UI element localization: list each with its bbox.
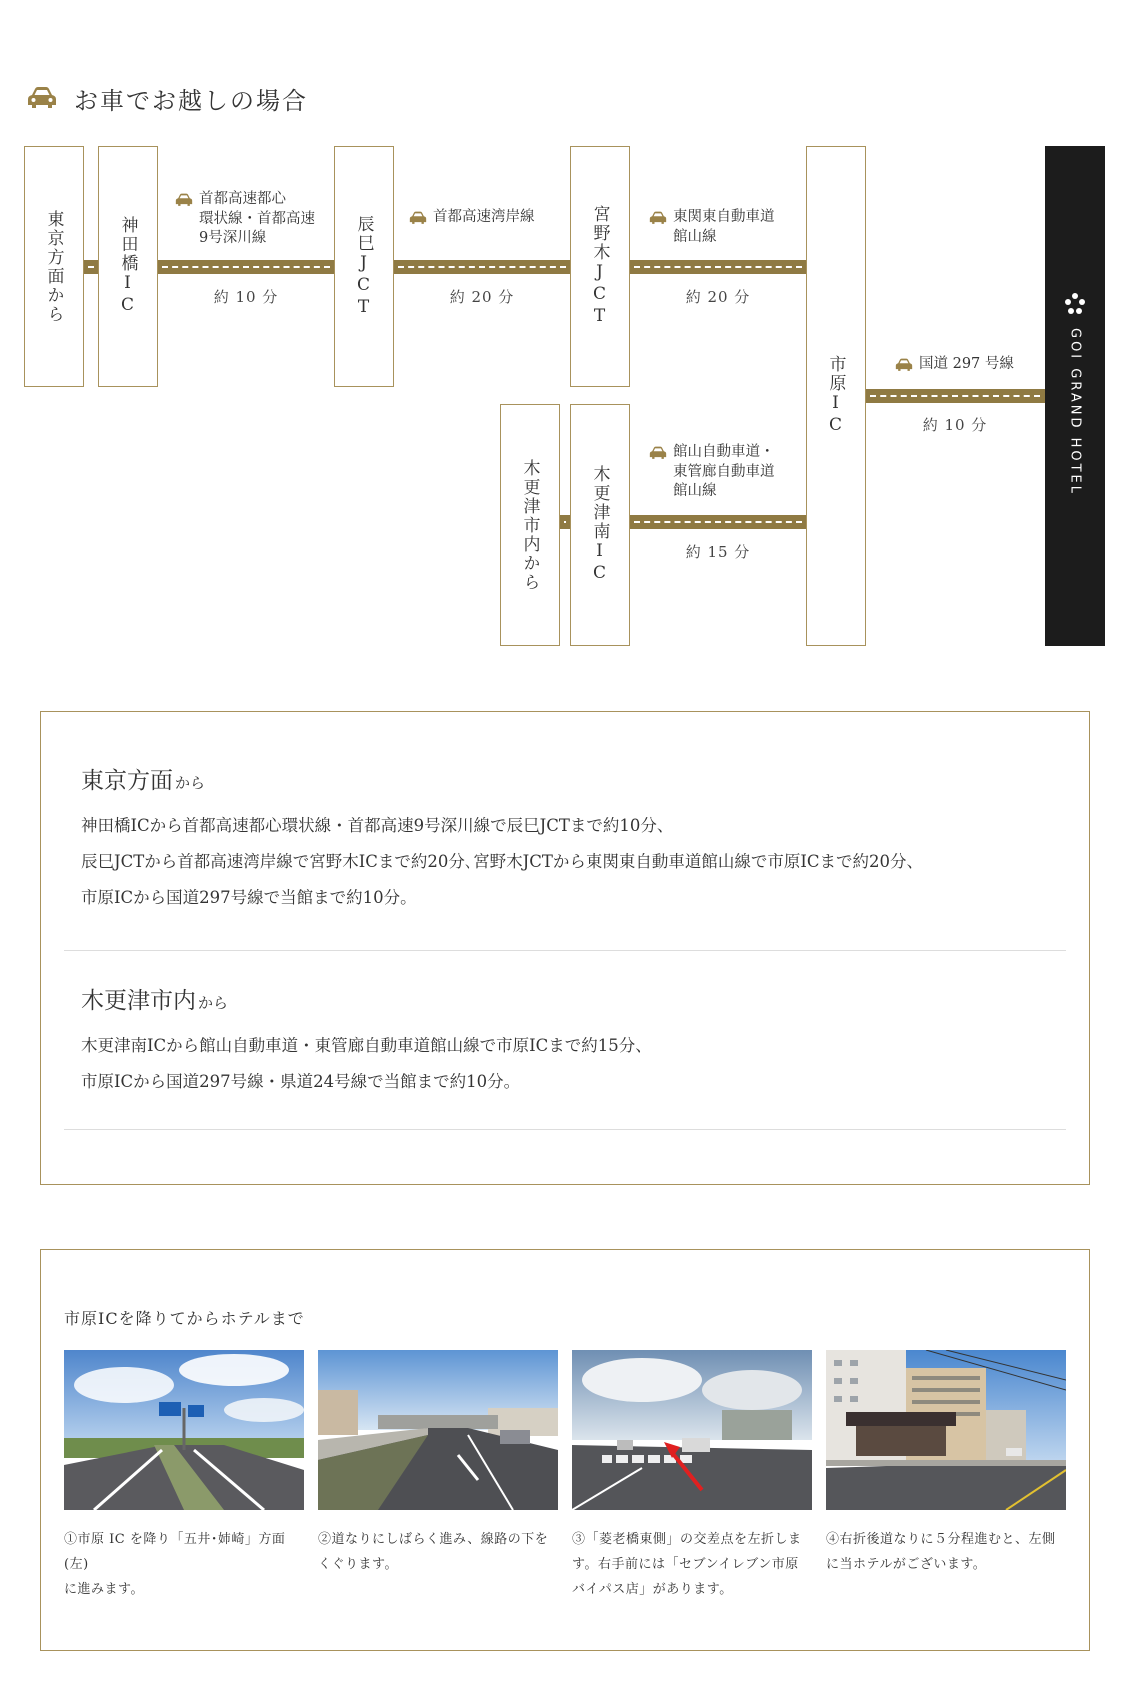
road-kisarazu-ichihara — [628, 515, 808, 529]
info-text-tokyo: 神田橋ICから首都高速都心環状線・首都高速9号深川線で辰巳JCTまで約10分、 辰巳JCTから首都高速湾岸線で宮野木ICまで約20分､宮野木JCTから東関東自動車道館山線で市原ICまで約20分、 市原ICから国道297号線で当館まで約10分。 — [81, 816, 924, 907]
car-icon — [894, 358, 914, 372]
node-kandabashi-ic: 神田橋IC — [98, 146, 158, 387]
road-miyanogi-ichihara — [628, 260, 808, 274]
segment-label: 首都高速湾岸線 — [408, 208, 578, 228]
info-text-kisarazu: 木更津南ICから館山自動車道・東管廊自動車道館山線で市原ICまで約15分、 市原ICから国道297号線・県道24号線で当館まで約10分。 — [81, 1036, 652, 1091]
road-kandabashi-tatsumi — [156, 260, 336, 274]
road-ichihara-hotel — [864, 389, 1046, 403]
route-caption-1: ①市原 IC を降り「五井･姉崎」方面(左) に進みます。 — [64, 1532, 286, 1597]
car-icon — [648, 211, 668, 225]
segment-label: 東関東自動車道 館山線 — [648, 208, 808, 247]
route-photo-3 — [572, 1350, 812, 1510]
route-caption-3: ③「菱老橋東側」の交差点を左折しま す。右手前には「セブンイレブン市原 バイパス店」があります。 — [572, 1532, 802, 1597]
segment-label: 館山自動車道・ 東管廊自動車道 館山線 — [648, 443, 808, 502]
hotel-name: GOI GRAND HOTEL — [1067, 328, 1083, 497]
info-heading-tokyo: 東京方面 から — [81, 768, 206, 794]
node-tatsumi-jct: 辰巳JCT — [334, 146, 394, 387]
car-icon — [26, 86, 58, 110]
page-title: お車でお越しの場合 — [74, 86, 308, 115]
route-guide-title: 市原ICを降りてからホテルまで — [64, 1309, 305, 1328]
node-ichihara-ic: 市原IC — [806, 146, 866, 646]
hotel-logo-icon — [1063, 292, 1087, 316]
car-icon — [174, 193, 194, 207]
node-kisarazu-city: 木更津市内から — [500, 404, 560, 646]
section-heading — [26, 78, 308, 118]
segment-time: 約 20 分 — [449, 288, 515, 306]
route-photo-1 — [64, 1350, 304, 1510]
segment-time: 約 20 分 — [685, 288, 751, 306]
divider — [64, 950, 1066, 951]
car-icon — [408, 211, 428, 225]
node-miyanogi-jct: 宮野木JCT — [570, 146, 630, 387]
divider — [64, 1129, 1066, 1130]
segment-time: 約 10 分 — [922, 416, 988, 434]
road-tatsumi-miyanogi — [392, 260, 572, 274]
route-photo-2 — [318, 1350, 558, 1510]
node-tokyo: 東京方面から — [24, 146, 84, 387]
route-photo-4 — [826, 1350, 1066, 1510]
route-caption-4: ④右折後道なりに５分程進むと、左側 に当ホテルがございます。 — [826, 1532, 1056, 1572]
route-guide-box — [40, 1249, 1090, 1651]
segment-time: 約 10 分 — [213, 288, 279, 306]
segment-time: 約 15 分 — [685, 543, 751, 561]
segment-label: 首都高速都心 環状線・首都高速 9号深川線 — [174, 190, 334, 249]
segment-label: 国道 297 号線 — [894, 355, 1044, 375]
route-caption-2: ②道なりにしばらく進み、線路の下を くぐります。 — [318, 1532, 549, 1572]
node-kisarazu-minami-ic: 木更津南IC — [570, 404, 630, 646]
info-heading-kisarazu: 木更津市内 から — [81, 988, 229, 1014]
hotel-block — [1045, 146, 1105, 646]
directions-info-box — [40, 711, 1090, 1185]
car-icon — [648, 446, 668, 460]
